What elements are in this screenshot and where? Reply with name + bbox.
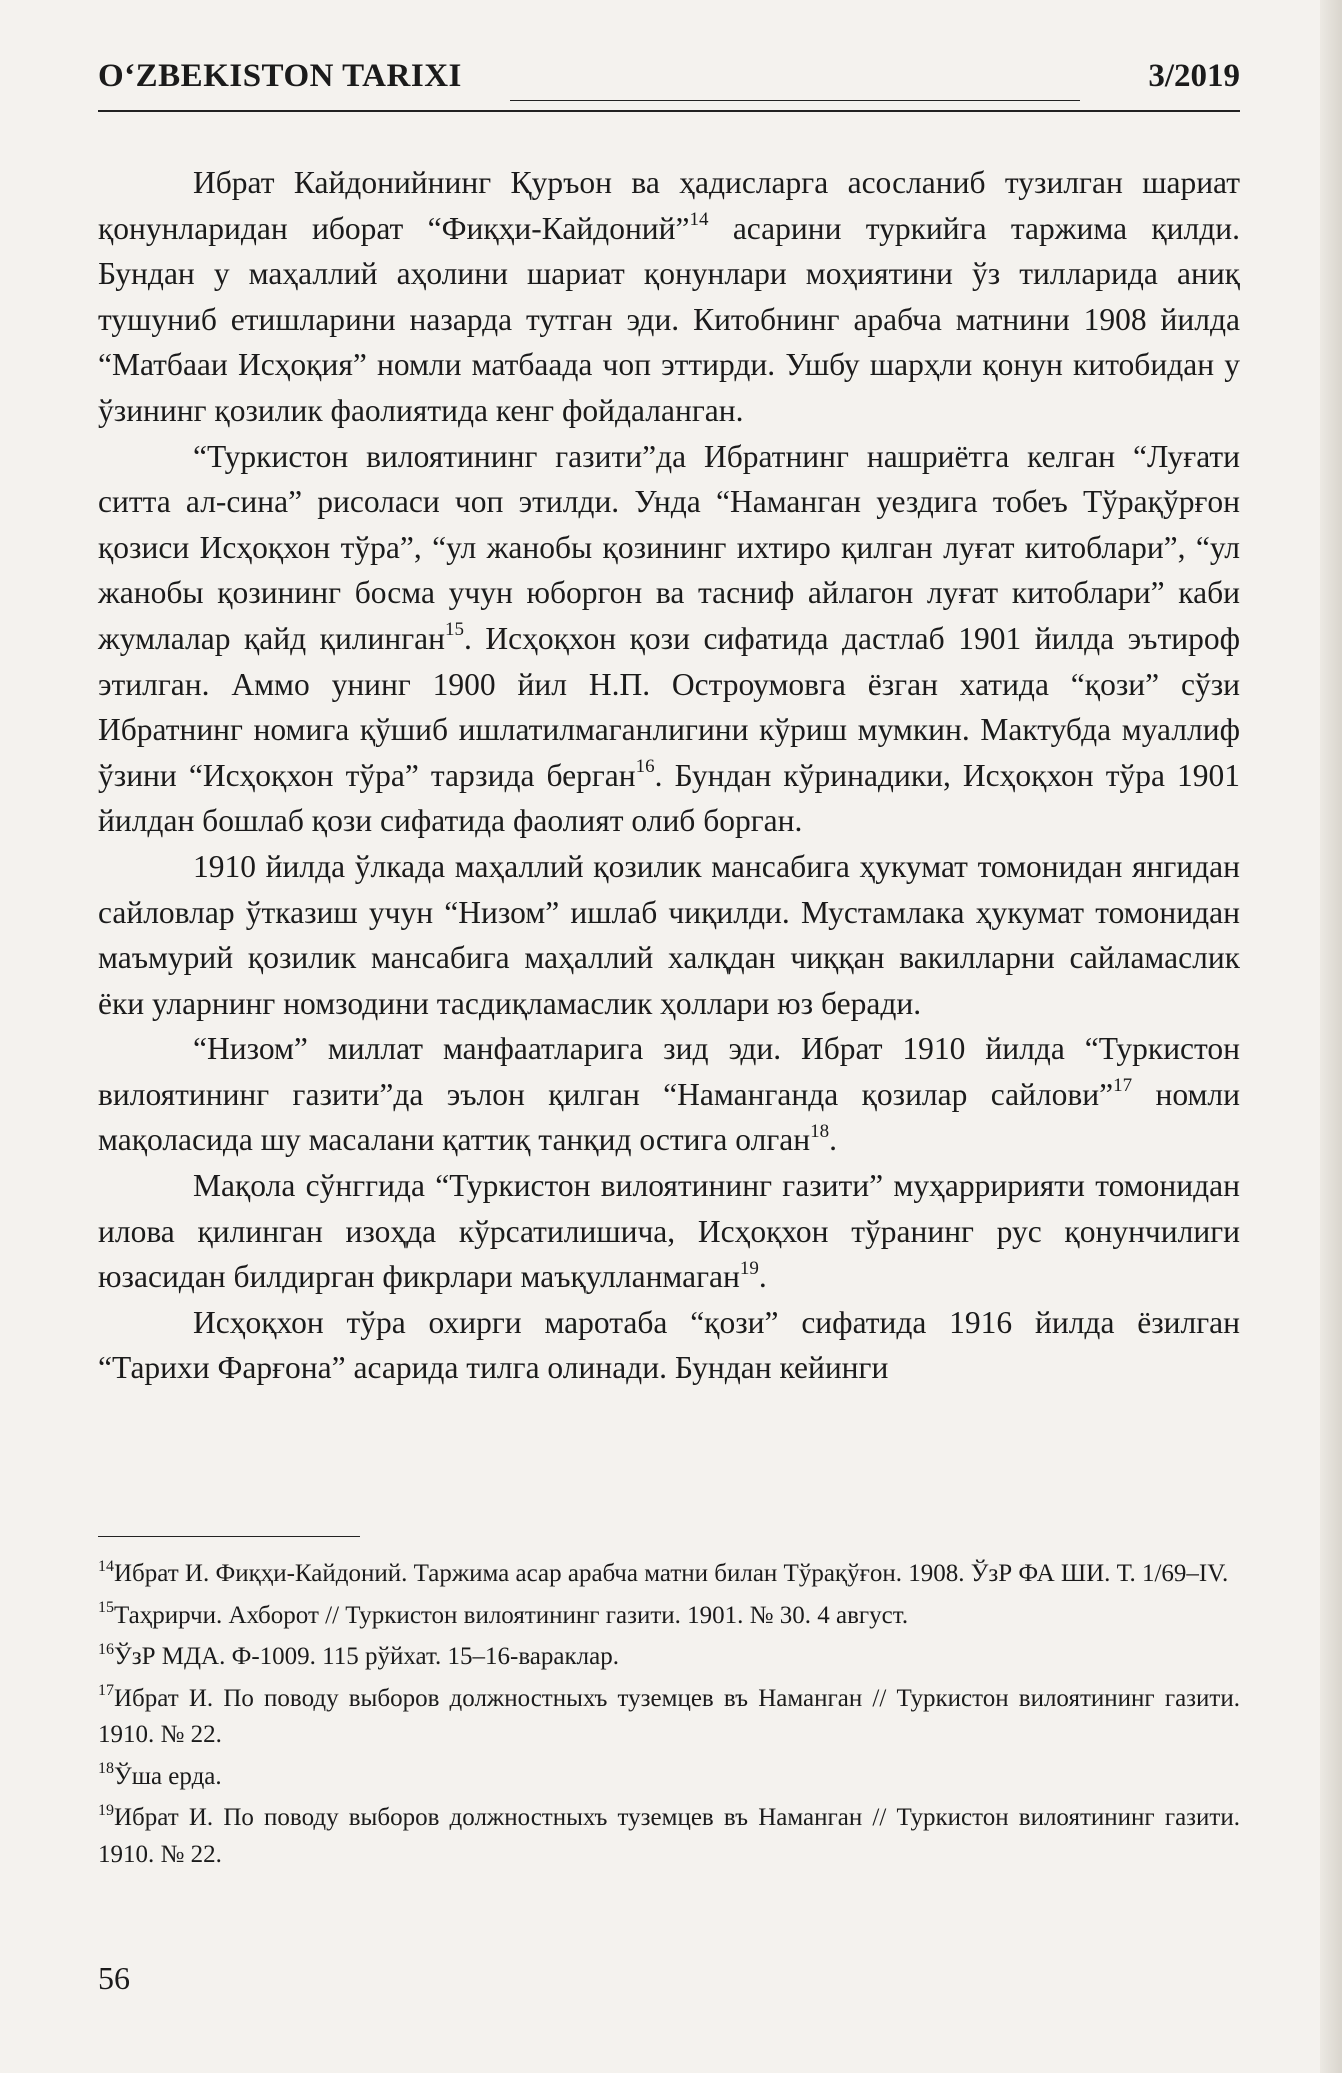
issue-number: 3/2019 <box>1148 58 1240 94</box>
footnote-ref: 17 <box>1113 1075 1133 1097</box>
footnote-ref: 18 <box>810 1120 830 1142</box>
paragraph: Мақола сўнггида “Туркистон вилоятининг газити” муҳарририяти томонидан илова қилинган изоҳда кўрсатилишича, Исҳоқхон тўранинг рус қонунчилиги юзасидан билдирган фикрлари маъқулланмаган$^{19}$. <box>98 1168 1240 1295</box>
footnote: $^{16}$ЎзР МДА. Ф-1009. 115 рўйхат. 15–16-вараклар. <box>98 1640 619 1670</box>
paragraph: Ибрат Кайдонийнинг Қуръон ва ҳадисларга асосланиб тузилган шариат қонунларидан иборат “Фиқҳи-Кайдоний”$^{14}$ асарини туркийга таржима қилди. Бундан у маҳаллий аҳолини шариат қонунлари моҳиятини ўз тилларида аниқ тушуниб етишларини назарда тутган эди. Китобнинг арабча матнини 1908 йилда “Матбааи Исҳоқия” номли матбаада чоп эттирди. Ушбу шарҳли қонун китобидан у ўзининг қозилик фаолиятида кенг фойдаланган. <box>98 165 1240 428</box>
footnote: $^{17}$Ибрат И. По поводу выборов должностныхъ туземцев въ Наманган // Туркистон вилоятининг газити. 1910. № 22. <box>98 1682 1240 1748</box>
page-number: 56 <box>98 1960 130 1996</box>
footnote-separator <box>98 1536 360 1537</box>
footnotes <box>98 1556 1240 1878</box>
footnote: $^{14}$Ибрат И. Фиқҳи-Кайдоний. Таржима асар арабча матни билан Тўрақўғон. 1908. ЎзР ФА ШИ. Т. 1/69–IV. <box>98 1557 1229 1587</box>
footnote-ref: 14 <box>689 209 709 231</box>
paragraph: 1910 йилда ўлкада маҳаллий қозилик мансабига ҳукумат томонидан янгидан сайловлар ўтказиш учун “Низом” ишлаб чиқилди. Мустамлака ҳукумат томонидан маъмурий қозилик мансабига маҳаллий халқдан чиққан вакилларни сайламаслик ёки уларнинг номзодини тасдиқламаслик ҳоллари юз беради. <box>98 848 1240 1021</box>
footnote: $^{18}$Ўша ерда. <box>98 1760 222 1790</box>
paragraph: “Туркистон вилоятининг газити”да Ибратнинг нашриётга келган “Луғати ситта ал-сина” рисоласи чоп этилди. Унда “Наманган уездига тобеъ Тўрақўрғон қозиси Исҳоқхон тўра”, “ул жанобы қозининг ихтиро қилган луғат китоблари”, “ул жанобы қозининг босма учун юборгон ва тасниф айлагон луғат китоблари” каби жумлалар қайд қилинган$^{15}$. Исҳоқхон қози сифатида дастлаб 1901 йилда эътироф этилган. Аммо унинг 1900 йил Н.П. Остроумовга ёзган хатида “қози” сўзи Ибратнинг номига қўшиб ишлатилмаганлигини кўриш мумкин. Мактубда муаллиф ўзини “Исҳоқхон тўра” тарзида берган$^{16}$. Бундан кўринадики, Исҳоқхон тўра 1901 йилдан бошлаб қози сифатида фаолият олиб борган. <box>98 438 1241 839</box>
running-header <box>98 56 1240 112</box>
article-body <box>98 160 1240 1391</box>
footnote-ref: 19 <box>739 1257 759 1279</box>
journal-title: O‘ZBEKISTON TARIXI <box>98 58 462 94</box>
footnote-ref: 16 <box>635 756 655 778</box>
footnote: $^{15}$Таҳрирчи. Ахборот // Туркистон вилоятининг газити. 1901. № 30. 4 август. <box>98 1599 909 1629</box>
page-edge <box>1320 0 1342 2073</box>
footnote: $^{19}$Ибрат И. По поводу выборов должностныхъ туземцев въ Наманган // Туркистон вилоятининг газити. 1910. № 22. <box>98 1801 1240 1868</box>
paragraph: Исҳоқхон тўра охирги маротаба “қози” сифатида 1916 йилда ёзилган “Тарихи Фарғона” асарида тилга олинади. Бундан кейинги <box>98 1304 1240 1386</box>
paragraph: “Низом” миллат манфаатларига зид эди. Ибрат 1910 йилда “Туркистон вилоятининг газити”да эълон қилган “Наманганда қозилар сайлови”$^{17}$ номли мақоласида шу масалани қаттиқ танқид остига олган$^{18}$. <box>98 1031 1240 1158</box>
header-rule <box>510 100 1080 101</box>
footnote-ref: 15 <box>445 619 464 641</box>
